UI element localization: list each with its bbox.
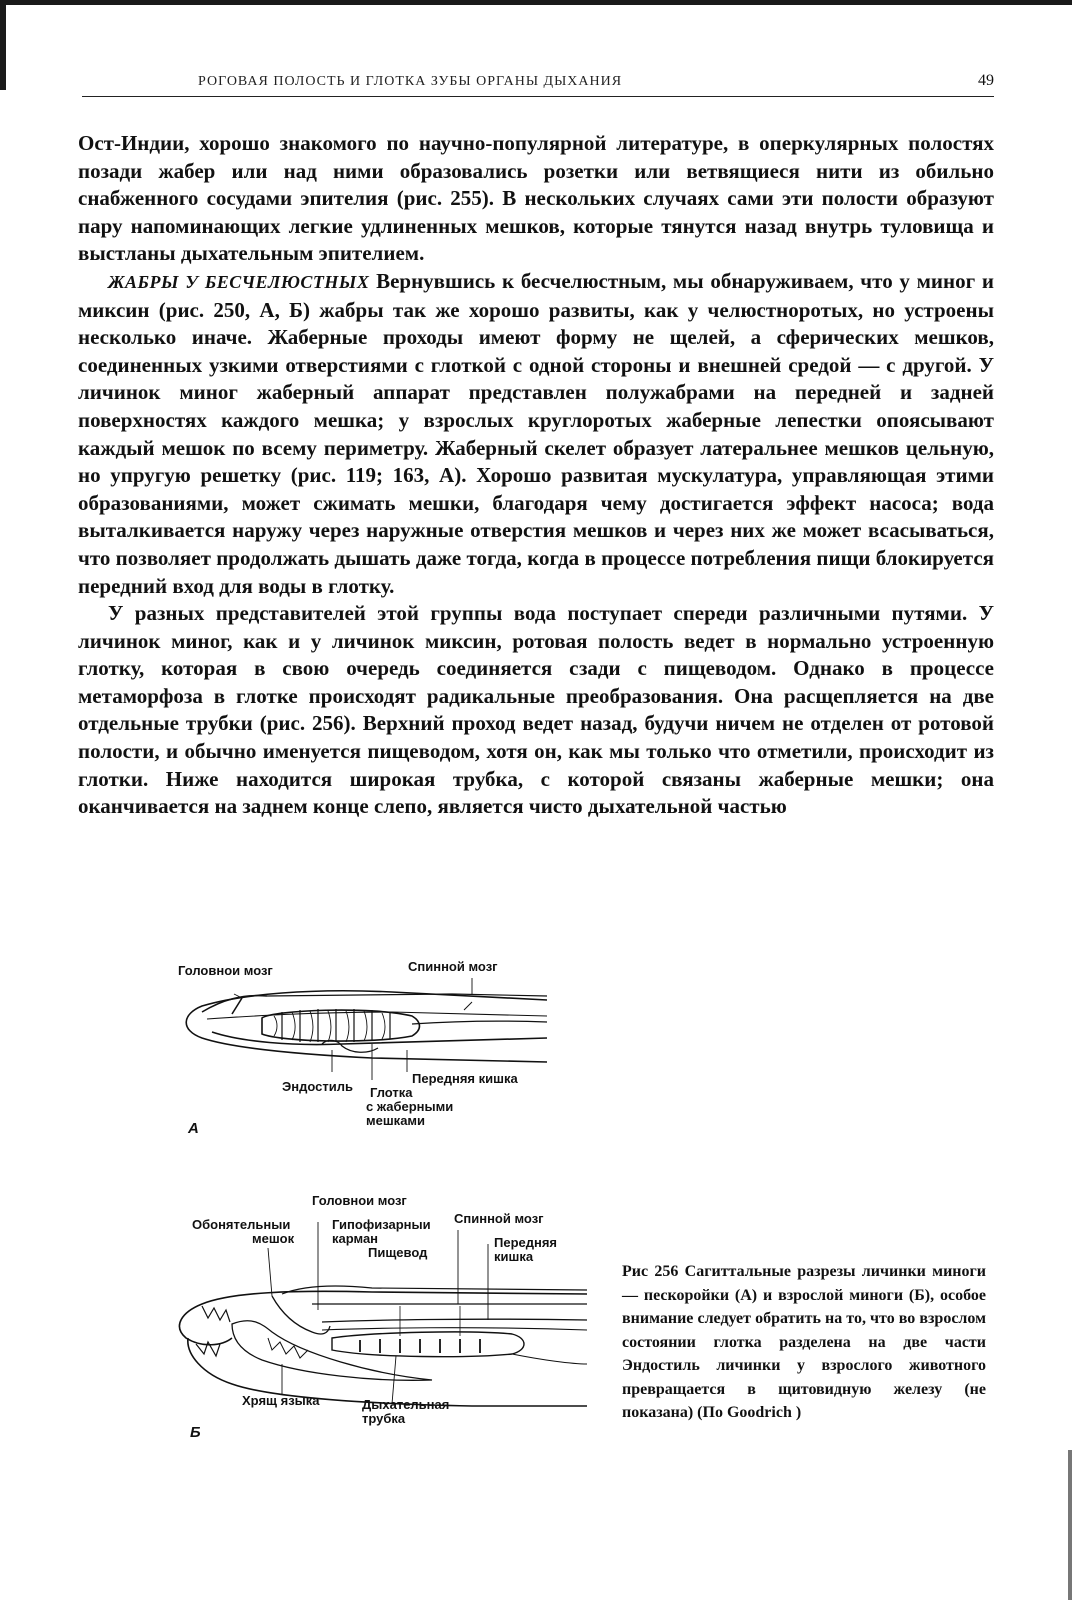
page-header (82, 74, 994, 97)
paragraph-2 (78, 268, 994, 600)
label-foregut-b-2: кишка (494, 1249, 534, 1264)
label-hypophyseal-2: карман (332, 1231, 379, 1246)
label-esophagus: Пищевод (368, 1245, 428, 1260)
body-text (78, 130, 994, 821)
label-pharynx-a-3: мешками (366, 1113, 426, 1128)
label-pharynx-a-1: Глотка (370, 1085, 413, 1100)
figure-a (172, 959, 562, 1152)
page-number: 49 (978, 72, 994, 89)
scan-edge-left (0, 0, 6, 90)
figure-b (172, 1193, 592, 1454)
label-hypophyseal-1: Гипофизарныи (332, 1217, 431, 1232)
label-olfactory-2: мешок (252, 1231, 295, 1246)
label-pharynx-a-2: с жаберными (366, 1099, 454, 1114)
label-foregut-b-1: Передняя (494, 1235, 558, 1250)
label-spinal-cord-b: Спинной мозг (454, 1211, 544, 1226)
running-title: РОГОВАЯ ПОЛОСТЬ И ГЛОТКА ЗУБЫ ОРГАНЫ ДЫХАНИЯ (198, 74, 623, 89)
label-olfactory-1: Обонятельныи (192, 1217, 291, 1232)
label-brain-b: Головнои мозг (312, 1193, 407, 1208)
label-tongue-cartilage: Хрящ языка (242, 1393, 320, 1408)
label-spinal-cord-a: Спинной мозг (408, 959, 498, 974)
figure-a-drawing (172, 972, 562, 1112)
section-heading: ЖАБРЫ У БЕСЧЕЛЮСТНЫХ (108, 271, 370, 292)
label-foregut-a: Передняя кишка (412, 1071, 518, 1086)
paragraph-2-text: Вернувшись к бесчелюстным, мы обнаруживаем, что у миног и миксин (рис. 250, А, Б) жабры так же хорошо развиты, как у челюстноротых, но устроены несколько иначе. Жаберные проходы имеют форму не щелей, а сферических мешков, соединенных узкими отверстиями с глоткой с одной стороны и внешней средой — с другой. У личинок миног жаберный аппарат представлен полужабрами на передней и задней поверхностях каждого мешка; у взрослых круглоротых жаберные лепестки опоясывают каждый мешок по всему периметру. Жаберный скелет образует латеральнее мешков цельную, но упругую решетку (рис. 119; 163, А). Хорошо развитая мускулатура, управляющая этими образованиями, может сжимать мешки, благодаря чему достигается эффект насоса; вода выталкивается наружу через наружные отверстия мешков и через них же может всасываться, что позволяет продолжать дышать даже тогда, когда в процессе потребления пищи блокируется передний вход для воды в глотку. (78, 268, 994, 598)
figure-b-letter: Б (190, 1424, 201, 1441)
paragraph-3: У разных представителей этой группы вода поступает спереди различными путями. У личинок миног, как и у личинок миксин, ротовая полость ведет в нормально устроенную глотку, которая в свою очередь соединяется сзади с пищеводом. Однако в процессе метаморфоза в глотке происходят радикальные преобразования. Она расщепляется на две отдельные трубки (рис. 256). Верхний проход ведет назад, будучи ничем не отделен от ротовой полости, и обычно именуется пищеводом, хотя он, как мы только что отметили, происходит из глотки. Ниже находится широкая трубка, с которой связаны жаберные мешки; она оканчивается на заднем конце слепо, является чисто дыхательной частью (78, 601, 994, 819)
label-resp-tube-2: трубка (362, 1411, 406, 1426)
scan-edge-top (0, 0, 1072, 5)
label-endostyle: Эндостиль (282, 1079, 353, 1094)
label-resp-tube-1: Дыхательная (362, 1397, 450, 1412)
label-brain-a: Головнои мозг (178, 963, 273, 978)
figure-caption: Рис 256 Сагиттальные разрезы личинки миноги — пескоройки (А) и взрослой миноги (Б), особое внимание следует обратить на то, что во взрослом состоянии глотка разделена на две части Эндостиль личинки у взрослого животного превращается в щитовидную железу (не показана) (По Goodrich ) (622, 1263, 986, 1421)
paragraph-1: Ост-Индии, хорошо знакомого по научно-популярной литературе, в оперкулярных полостях позади жабер или над ними образовались розетки или ветвящиеся нити из обильно снабженного сосудами эпителия (рис. 255). В нескольких случаях сами эти полости образуют пару напоминающих легкие удлиненных мешков, которые тянутся назад внутрь туловища и выстланы дыхательным эпителием. (78, 131, 994, 266)
scan-edge-right (1068, 1450, 1072, 1600)
figure-a-letter: А (188, 1120, 199, 1137)
